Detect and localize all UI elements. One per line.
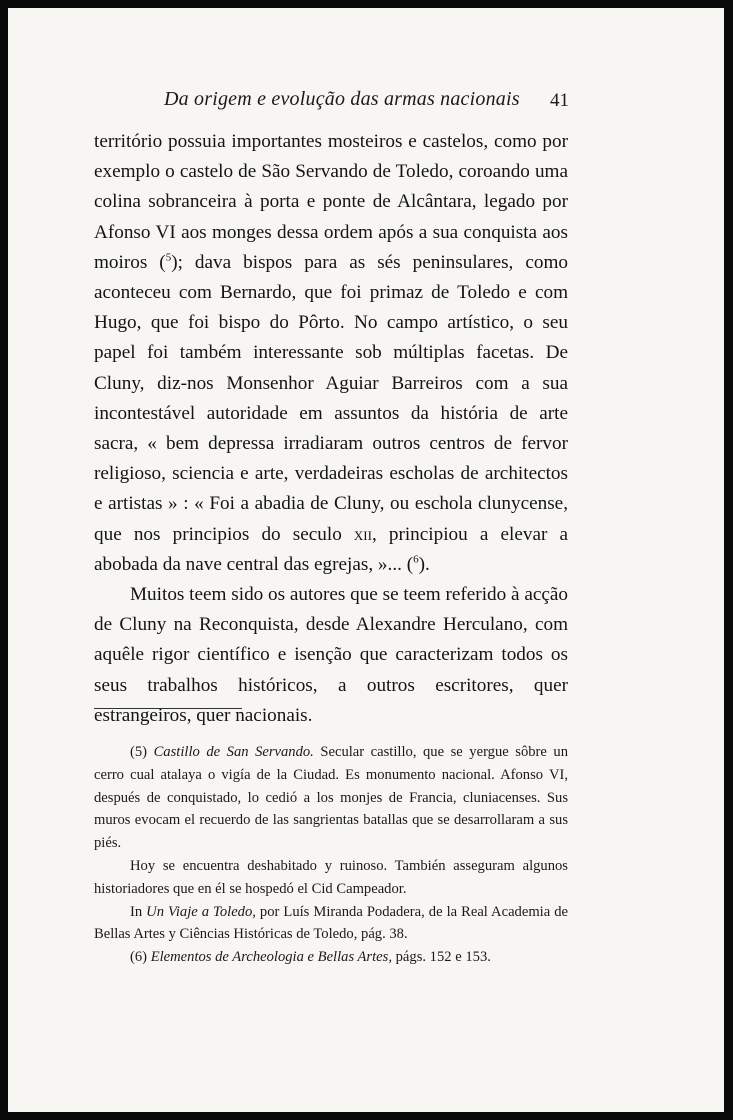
- paragraph-1-part-3: , principiou a elevar a abobada da nave central das egrejas, »... (: [94, 523, 568, 575]
- footnote-5-source-text: por Luís Miranda Podadera, de la Real Academia de Bellas Artes y Ciências Históricas de Toledo, pág. 38.: [94, 903, 569, 943]
- footnote-divider: [94, 708, 242, 709]
- page-header: [8, 88, 724, 118]
- paragraph-1-part-1: território possuia importantes mosteiros e castelos, como por exemplo o castelo de São Servando de Toledo, coroando uma colina sobranceira à porta e ponte de Alcântara, legado por Afonso VI aos monges dessa ordem após a sua conquista aos moiros (: [94, 131, 568, 273]
- footnote-5-source-pre: In: [130, 903, 147, 920]
- main-text: [94, 127, 568, 731]
- footnote-5: [94, 741, 568, 855]
- footnote-6-title: Elementos de Archeologia e Bellas Artes,: [150, 949, 392, 966]
- footnote-5-marker: (5): [130, 744, 148, 760]
- book-page: [8, 8, 724, 1112]
- running-title: Da origem e evolução das armas nacionais: [164, 88, 520, 110]
- footnote-6: [94, 946, 568, 969]
- footnote-5-continuation: Hoy se encuentra deshabitado y ruinoso. También asseguram algunos historiadores que en él se hospedó el Cid Campeador.: [94, 857, 568, 897]
- footnotes: [94, 741, 568, 969]
- paragraph-2: Muitos teem sido os autores que se teem referido à acção de Cluny na Reconquista, desde Alexandre Herculano, com aquêle rigor científico e isenção que caracterizam todos os seus trabalhos históricos, a outros escritores, quer estrangeiros, quer nacionais.: [94, 584, 568, 726]
- footnote-5-source-title: Un Viaje a Toledo,: [146, 903, 256, 920]
- footnote-6-text: págs. 152 e 153.: [391, 949, 491, 966]
- paragraph-1: [94, 127, 568, 580]
- footnote-ref-5: 5: [165, 251, 172, 264]
- paragraph-1-part-2: ); dava bispos para as sés peninsulares, como aconteceu com Bernardo, que foi primaz de Toledo e com Hugo, que foi bispo do Pôrto. No campo artístico, o seu papel foi também interessante sob múltiplas facetas. De Cluny, diz-nos Monsenhor Aguiar Barreiros com a sua incontestável autoridade em assuntos da história de arte sacra, « bem depressa irradiaram outros centros de fervor religioso, sciencia e arte, verdadeiras escholas de architectos e artistas » : « Foi a abadia de Cluny, ou eschola clunycense, que nos principios do seculo: [94, 251, 568, 545]
- paragraph-1-part-4: ).: [418, 553, 430, 575]
- footnote-6-marker: (6): [130, 949, 148, 966]
- footnote-5-source: [94, 901, 568, 947]
- page-number: 41: [550, 90, 569, 111]
- footnote-5-text: Secular castillo, que se yergue sôbre un cerro cual atalaya o vigía de la Ciudad. Es monumento nacional. Afonso VI, después de conquistado, lo cedió a los monjes de Francia, cluniacenses. Sus muros evocam el recuerdo de las sangrientas batallas que se desarrollaram a sus piés.: [94, 744, 568, 852]
- footnote-5-title: Castillo de San Servando.: [153, 744, 314, 760]
- footnote-ref-6: 6: [413, 553, 419, 566]
- century-numeral: xii: [353, 523, 372, 545]
